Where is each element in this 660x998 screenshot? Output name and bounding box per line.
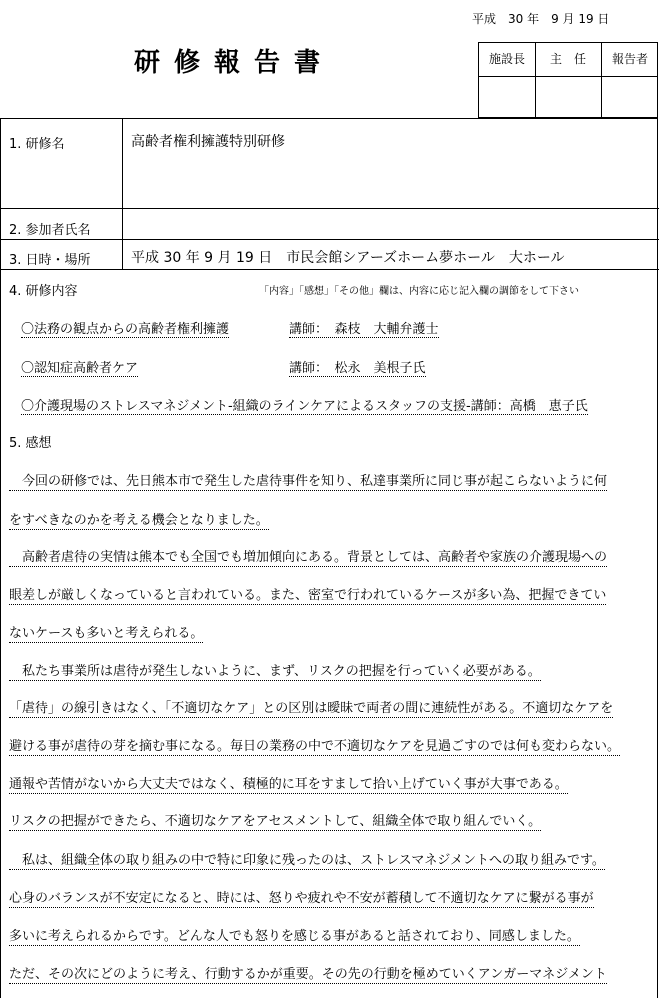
impression-line: 高齢者虐待の実情は熊本でも全国でも増加傾向にある。背景としては、高齢者や家族の介護現場への: [9, 546, 607, 567]
datetime-value: 平成 30 年 9 月 19 日 市民会館シアーズホーム夢ホール 大ホール: [131, 250, 565, 266]
course-lecturer: 講師： 森枝 大輔弁護士: [289, 318, 439, 338]
content-note: 「内容」「感想」「その他」欄は、内容に応じ記入欄の調節をして下さい: [259, 286, 579, 297]
impression-line: 「虐待」の線引きはなく、「不適切なケア」との区別は曖昧で両者の間に連続性がある。不適切なケアを: [9, 697, 613, 718]
approval-reporter: 報告者: [611, 52, 648, 66]
impression-line: 私たち事業所は虐待が発生しないように、まず、リスクの把握を行っていく必要がある。: [9, 660, 541, 681]
course-title: 〇認知症高齢者ケア: [21, 357, 138, 377]
training-name-label: 1. 研修名: [9, 137, 65, 152]
impression-line: をすべきなのかを考える機会となりました。: [9, 509, 269, 530]
course-title: 〇法務の観点からの高齢者権利擁護: [21, 318, 229, 338]
approval-chief: 主 任: [549, 52, 586, 66]
impression-line: 避ける事が虐待の芽を摘む事になる。毎日の業務の中で不適切なケアを見過ごすのでは何も変わらない。: [9, 735, 620, 756]
impression-line: 通報や苦情がないから大丈夫ではなく、積極的に耳をすまして拾い上げていく事が大事である。: [9, 773, 568, 794]
training-name-value: 高齢者権利擁護特別研修: [131, 134, 285, 150]
approval-facility-head: 施設長: [488, 52, 525, 66]
impression-line: 今回の研修では、先日熊本市で発生した虐待事件を知り、私達事業所に同じ事が起こらないように何: [9, 470, 607, 491]
datetime-label: 3. 日時・場所: [9, 253, 91, 268]
approval-stamp-box: [478, 42, 658, 118]
impression-line: 私は、組織全体の取り組みの中で特に印象に残ったのは、ストレスマネジメントへの取り組みです。: [9, 849, 605, 870]
content-label: 4. 研修内容: [9, 284, 78, 299]
report-form: [0, 118, 658, 998]
participant-label: 2. 参加者氏名: [9, 223, 91, 238]
impression-line: 眼差しが厳しくなっていると言われている。また、密室で行われているケースが多い為、把握できてい: [9, 584, 606, 605]
impression-line: リスクの把握ができたら、不適切なケアをアセスメントして、組織全体で取り組んでいく。: [9, 810, 541, 831]
impression-line: 心身のバランスが不安定になると、時には、怒りや疲れや不安が蓄積して不適切なケアに繋がる事が: [9, 887, 594, 908]
course-title: 〇介護現場のストレスマネジメント-組織のラインケアによるスタッフの支援-講師：高橋 恵子氏: [21, 395, 588, 415]
report-date: 平成 30 年 9 月 19 日: [472, 12, 610, 26]
course-lecturer: 講師： 松永 美根子氏: [289, 357, 426, 377]
impression-line: ないケースも多いと考えられる。: [9, 622, 203, 643]
page-title: 研修報告書: [134, 48, 335, 78]
impression-line: ただ、その次にどのように考え、行動するかが重要。その先の行動を極めていくアンガーマネジメント: [9, 963, 607, 984]
impression-line: 多いに考えられるからです。どんな人でも怒りを感じる事があると話されており、同感しました。: [9, 925, 580, 946]
impression-label: 5. 感想: [9, 436, 52, 451]
